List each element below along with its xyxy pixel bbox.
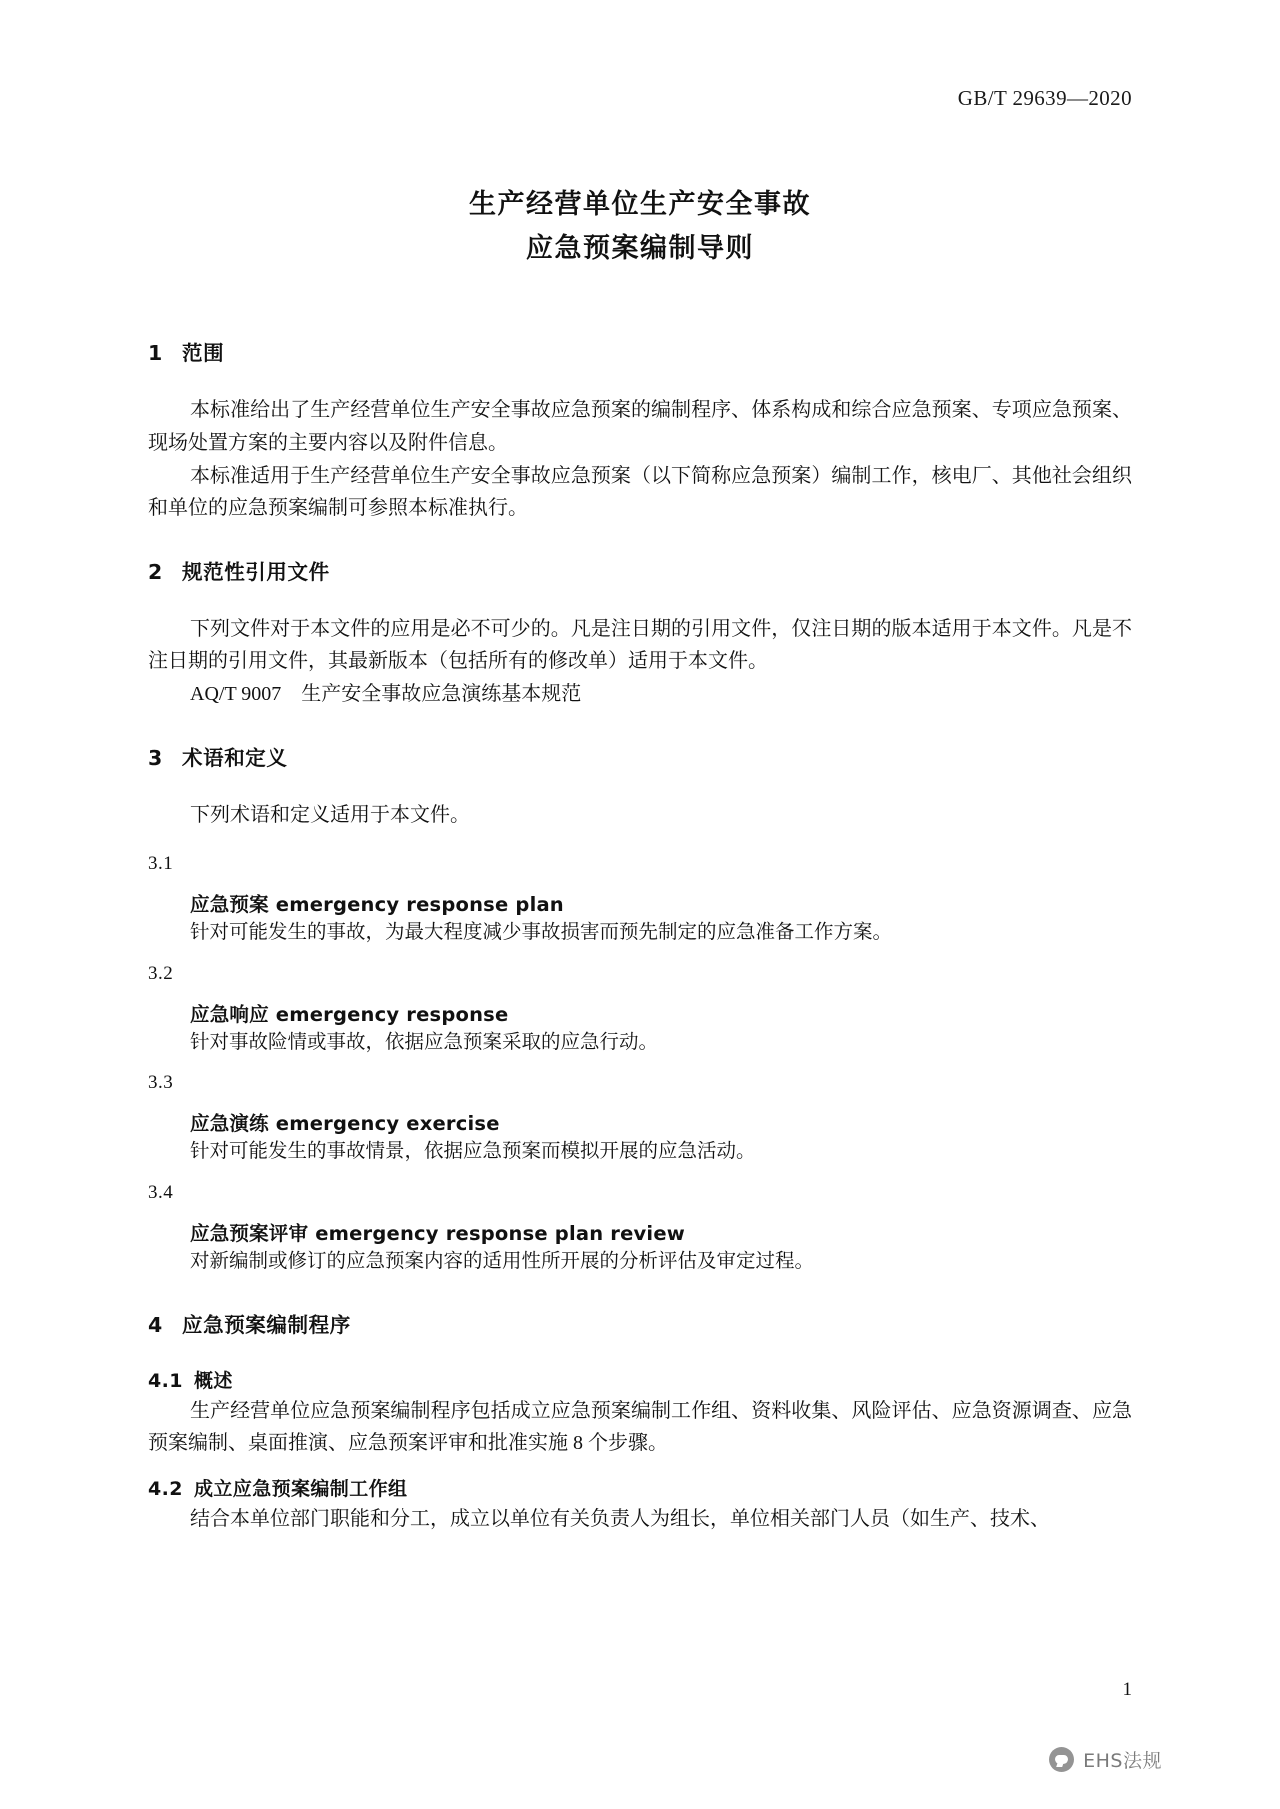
section-number-4: 4 xyxy=(148,1312,163,1337)
section-heading-3 xyxy=(148,741,1132,771)
section-2-paragraph-1: 下列文件对于本文件的应用是必不可少的。凡是注日期的引用文件，仅注日期的版本适用于本文件。凡是不注日期的引用文件，其最新版本（包括所有的修改单）适用于本文件。 xyxy=(148,617,1132,673)
watermark-label: EHS法规 xyxy=(1083,1750,1162,1772)
term-title-3-4: 应急预案评审 emergency response plan review xyxy=(190,1221,685,1245)
subsection-title-4-1: 概述 xyxy=(194,1369,233,1392)
section-number-3: 3 xyxy=(148,745,163,770)
section-title-4: 应急预案编制程序 xyxy=(182,1312,351,1337)
term-title-3-3: 应急演练 emergency exercise xyxy=(190,1112,500,1136)
term-number-3-3: 3.3 xyxy=(148,1072,174,1094)
section-heading-2 xyxy=(148,555,1132,585)
section-heading-1 xyxy=(148,336,1132,366)
term-number-3-2: 3.2 xyxy=(148,962,174,984)
term-number-3-1: 3.1 xyxy=(148,853,174,875)
subsection-title-4-2: 成立应急预案编制工作组 xyxy=(194,1477,408,1500)
section-number-2: 2 xyxy=(148,559,163,584)
section-3-paragraph-1: 下列术语和定义适用于本文件。 xyxy=(190,803,470,826)
subsection-heading-4-1 xyxy=(148,1366,1132,1393)
term-definition-3-1: 针对可能发生的事故，为最大程度减少事故损害而预先制定的应急准备工作方案。 xyxy=(190,922,893,944)
section-title-2: 规范性引用文件 xyxy=(182,559,330,584)
page-number: 1 xyxy=(1122,1679,1132,1700)
watermark xyxy=(1049,1746,1162,1773)
subsection-number-4-1: 4.1 xyxy=(148,1369,183,1392)
section-1-paragraph-1: 本标准给出了生产经营单位生产安全事故应急预案的编制程序、体系构成和综合应急预案、专项应急预案、现场处置方案的主要内容以及附件信息。 xyxy=(148,399,1132,455)
section-2-reference-aqt9007: AQ/T 9007 生产安全事故应急演练基本规范 xyxy=(190,683,582,706)
section-title-3: 术语和定义 xyxy=(182,745,288,770)
term-definition-3-4: 对新编制或修订的应急预案内容的适用性所开展的分析评估及审定过程。 xyxy=(190,1250,815,1272)
section-title-1: 范围 xyxy=(182,341,225,366)
standard-code-header: GB/T 29639—2020 xyxy=(957,86,1132,110)
term-number-3-4: 3.4 xyxy=(148,1181,174,1203)
wechat-icon xyxy=(1049,1747,1074,1772)
page-title-line-2: 应急预案编制导则 xyxy=(526,232,754,264)
subsection-4-2-paragraph: 结合本单位部门职能和分工，成立以单位有关负责人为组长，单位相关部门人员（如生产、技术、 xyxy=(190,1507,1050,1530)
section-1-paragraph-2: 本标准适用于生产经营单位生产安全事故应急预案（以下简称应急预案）编制工作，核电厂、其他社会组织和单位的应急预案编制可参照本标准执行。 xyxy=(148,464,1132,520)
subsection-4-1-paragraph: 生产经营单位应急预案编制程序包括成立应急预案编制工作组、资料收集、风险评估、应急资源调查、应急预案编制、桌面推演、应急预案评审和批准实施 8 个步骤。 xyxy=(148,1399,1132,1455)
page-title xyxy=(148,183,1132,270)
page-title-line-1: 生产经营单位生产安全事故 xyxy=(469,189,811,220)
term-title-3-1: 应急预案 emergency response plan xyxy=(190,893,564,917)
subsection-heading-4-2 xyxy=(148,1474,1132,1501)
section-number-1: 1 xyxy=(148,341,163,366)
subsection-number-4-2: 4.2 xyxy=(148,1477,183,1500)
term-title-3-2: 应急响应 emergency response xyxy=(190,1002,509,1026)
term-definition-3-3: 针对可能发生的事故情景，依据应急预案而模拟开展的应急活动。 xyxy=(190,1141,756,1163)
term-definition-3-2: 针对事故险情或事故，依据应急预案采取的应急行动。 xyxy=(190,1031,659,1053)
section-heading-4 xyxy=(148,1308,1132,1338)
